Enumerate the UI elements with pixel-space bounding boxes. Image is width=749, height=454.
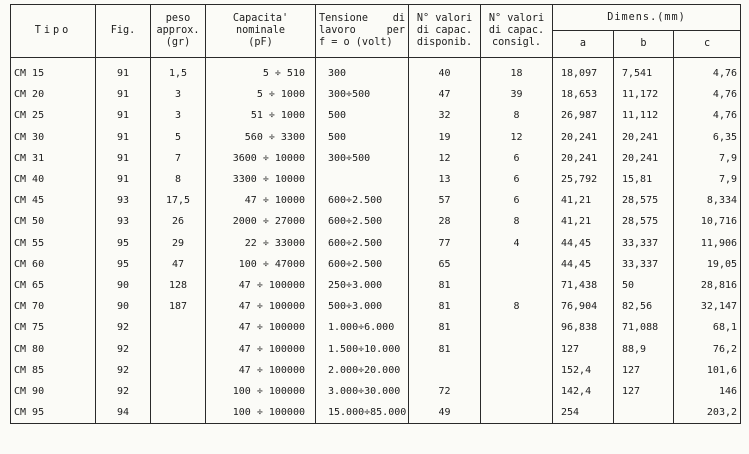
cell-dim-c: 101,6 [674, 360, 741, 381]
cell-dim-a: 76,904 [553, 296, 614, 317]
cell-capacita: 100 ÷ 100000 [206, 402, 316, 424]
cell-capacita: 47 ÷ 100000 [206, 296, 316, 317]
cell-tensione: 1.000÷6.000 [316, 317, 409, 338]
cell-tipo: CM 50 [11, 211, 96, 232]
cell-tipo: CM 31 [11, 148, 96, 169]
cell-n-consigl [481, 381, 553, 402]
cell-fig: 92 [96, 360, 151, 381]
cell-capacita: 47 ÷ 100000 [206, 360, 316, 381]
cell-dim-b: 33,337 [614, 254, 674, 275]
cell-fig: 90 [96, 275, 151, 296]
cell-tensione: 2.000÷20.000 [316, 360, 409, 381]
cell-dim-a: 254 [553, 402, 614, 424]
cell-dim-b: 11,112 [614, 105, 674, 126]
header-disp-line3: disponib. [416, 37, 473, 48]
header-peso-line1: peso [165, 13, 191, 24]
cell-n-consigl [481, 254, 553, 275]
cell-tipo: CM 70 [11, 296, 96, 317]
cell-tipo: CM 55 [11, 233, 96, 254]
cell-fig: 92 [96, 381, 151, 402]
header-tensione-word4: per [386, 25, 405, 36]
cell-dim-b: 50 [614, 275, 674, 296]
cell-dim-b: 88,9 [614, 338, 674, 359]
cell-tensione: 1.500÷10.000 [316, 338, 409, 359]
cell-dim-b: 28,575 [614, 211, 674, 232]
cell-dim-c: 68,1 [674, 317, 741, 338]
cell-capacita: 3600 ÷ 10000 [206, 148, 316, 169]
cell-peso: 26 [151, 211, 206, 232]
cell-tipo: CM 30 [11, 127, 96, 148]
cell-n-consigl: 8 [481, 296, 553, 317]
cell-n-disponib: 40 [409, 58, 481, 85]
table-row [11, 211, 741, 232]
header-tensione-line3: f = o (volt) [319, 37, 393, 48]
cell-peso [151, 381, 206, 402]
cell-capacita: 47 ÷ 100000 [206, 338, 316, 359]
cell-n-consigl: 18 [481, 58, 553, 85]
cell-tensione: 300÷500 [316, 84, 409, 105]
cell-dim-b [614, 402, 674, 424]
cell-n-disponib: 28 [409, 211, 481, 232]
cell-dim-a: 41,21 [553, 190, 614, 211]
cell-tipo: CM 20 [11, 84, 96, 105]
cell-tipo: CM 65 [11, 275, 96, 296]
cell-dim-b: 20,241 [614, 148, 674, 169]
cell-capacita: 51 ÷ 1000 [206, 105, 316, 126]
cell-fig: 93 [96, 211, 151, 232]
cell-n-disponib [409, 360, 481, 381]
cell-dim-c: 19,05 [674, 254, 741, 275]
cell-dim-b: 71,088 [614, 317, 674, 338]
cell-tipo: CM 15 [11, 58, 96, 85]
header-cons-line2: di capac. [488, 25, 545, 36]
cell-dim-c: 6,35 [674, 127, 741, 148]
cell-dim-a: 25,792 [553, 169, 614, 190]
cell-n-disponib: 72 [409, 381, 481, 402]
cell-tipo: CM 40 [11, 169, 96, 190]
cell-dim-c: 8,334 [674, 190, 741, 211]
cell-dim-b: 127 [614, 381, 674, 402]
header-dim-a: a [553, 31, 614, 58]
cell-fig: 91 [96, 127, 151, 148]
header-fig: Fig. [96, 5, 151, 58]
cell-dim-c: 146 [674, 381, 741, 402]
cell-tensione: 300 [316, 58, 409, 85]
table-body [11, 58, 741, 424]
header-dim-b: b [614, 31, 674, 58]
cell-fig: 90 [96, 296, 151, 317]
cell-fig: 91 [96, 84, 151, 105]
cell-dim-c: 4,76 [674, 105, 741, 126]
cell-fig: 93 [96, 190, 151, 211]
cell-tensione: 15.000÷85.000 [316, 402, 409, 424]
cell-capacita: 5 ÷ 1000 [206, 84, 316, 105]
cell-dim-b: 33,337 [614, 233, 674, 254]
cell-peso [151, 338, 206, 359]
cell-dim-a: 18,653 [553, 84, 614, 105]
cell-dim-b: 11,172 [614, 84, 674, 105]
cell-dim-a: 20,241 [553, 127, 614, 148]
cell-dim-b: 15,81 [614, 169, 674, 190]
table-row [11, 402, 741, 424]
header-n-valori-consigl [481, 5, 553, 58]
cell-dim-c: 32,147 [674, 296, 741, 317]
cell-capacita: 100 ÷ 100000 [206, 381, 316, 402]
cell-capacita: 560 ÷ 3300 [206, 127, 316, 148]
cell-capacita: 3300 ÷ 10000 [206, 169, 316, 190]
cell-capacita: 100 ÷ 47000 [206, 254, 316, 275]
cell-capacita: 47 ÷ 100000 [206, 275, 316, 296]
cell-capacita: 2000 ÷ 27000 [206, 211, 316, 232]
cell-capacita: 47 ÷ 10000 [206, 190, 316, 211]
header-dimens: Dimens.(mm) [553, 5, 741, 31]
cell-n-disponib: 81 [409, 275, 481, 296]
cell-n-disponib: 81 [409, 338, 481, 359]
header-tensione-word3: lavoro [319, 25, 356, 36]
cell-dim-c: 76,2 [674, 338, 741, 359]
cell-tipo: CM 90 [11, 381, 96, 402]
cell-n-consigl [481, 275, 553, 296]
cell-n-disponib: 57 [409, 190, 481, 211]
cell-dim-c: 10,716 [674, 211, 741, 232]
header-tipo: Tipo [11, 5, 96, 58]
header-disp-line2: di capac. [416, 25, 473, 36]
cell-capacita: 22 ÷ 33000 [206, 233, 316, 254]
cell-dim-c: 11,906 [674, 233, 741, 254]
cell-fig: 92 [96, 317, 151, 338]
table-row [11, 254, 741, 275]
cell-n-consigl [481, 402, 553, 424]
cell-peso: 29 [151, 233, 206, 254]
table-row [11, 275, 741, 296]
cell-n-disponib: 13 [409, 169, 481, 190]
cell-fig: 95 [96, 233, 151, 254]
header-tensione-word1: Tensione [319, 13, 369, 24]
cell-tensione: 3.000÷30.000 [316, 381, 409, 402]
header-peso-line2: approx. [156, 25, 200, 36]
table-row [11, 169, 741, 190]
cell-n-consigl [481, 338, 553, 359]
cell-dim-a: 44,45 [553, 254, 614, 275]
cell-peso: 1,5 [151, 58, 206, 85]
cell-tipo: CM 75 [11, 317, 96, 338]
header-cons-line3: consigl. [491, 37, 542, 48]
cell-dim-b: 82,56 [614, 296, 674, 317]
table-row [11, 233, 741, 254]
cell-tensione [316, 169, 409, 190]
header-capacita-line1: Capacita' [232, 13, 289, 24]
cell-peso: 5 [151, 127, 206, 148]
cell-n-disponib: 77 [409, 233, 481, 254]
cell-dim-a: 142,4 [553, 381, 614, 402]
table-row [11, 148, 741, 169]
header-peso-line3: (gr) [165, 37, 191, 48]
cell-fig: 91 [96, 148, 151, 169]
cell-dim-a: 20,241 [553, 148, 614, 169]
cell-tipo: CM 80 [11, 338, 96, 359]
cell-dim-a: 127 [553, 338, 614, 359]
header-capacita-line2: nominale [235, 25, 286, 36]
header-dim-c: c [674, 31, 741, 58]
cell-dim-b: 7,541 [614, 58, 674, 85]
cell-n-consigl: 4 [481, 233, 553, 254]
cell-n-disponib: 12 [409, 148, 481, 169]
cell-peso [151, 402, 206, 424]
cell-tensione: 500 [316, 127, 409, 148]
cell-dim-c: 7,9 [674, 148, 741, 169]
cell-peso: 187 [151, 296, 206, 317]
cell-dim-c: 4,76 [674, 84, 741, 105]
cell-n-consigl [481, 360, 553, 381]
table-row [11, 127, 741, 148]
cell-tensione: 500÷3.000 [316, 296, 409, 317]
cell-peso: 47 [151, 254, 206, 275]
cell-tensione: 600÷2.500 [316, 254, 409, 275]
table-row [11, 338, 741, 359]
cell-peso [151, 317, 206, 338]
cell-n-disponib: 47 [409, 84, 481, 105]
table-row [11, 360, 741, 381]
cell-tipo: CM 60 [11, 254, 96, 275]
cell-n-disponib: 19 [409, 127, 481, 148]
cell-tipo: CM 45 [11, 190, 96, 211]
cell-n-consigl: 6 [481, 148, 553, 169]
table-row [11, 84, 741, 105]
cell-tensione: 300÷500 [316, 148, 409, 169]
cell-fig: 92 [96, 338, 151, 359]
cell-n-consigl: 6 [481, 169, 553, 190]
header-peso [151, 5, 206, 58]
cell-n-consigl: 8 [481, 105, 553, 126]
table-row [11, 296, 741, 317]
cell-dim-b: 20,241 [614, 127, 674, 148]
cell-dim-a: 71,438 [553, 275, 614, 296]
cell-n-disponib: 81 [409, 296, 481, 317]
cell-n-consigl: 6 [481, 190, 553, 211]
cell-fig: 91 [96, 58, 151, 85]
cell-n-consigl: 39 [481, 84, 553, 105]
cell-fig: 91 [96, 169, 151, 190]
cell-peso: 128 [151, 275, 206, 296]
header-n-valori-disponib [409, 5, 481, 58]
header-tensione-word2: di [392, 13, 405, 24]
cell-peso: 7 [151, 148, 206, 169]
cell-dim-c: 28,816 [674, 275, 741, 296]
cell-fig: 95 [96, 254, 151, 275]
cell-fig: 91 [96, 105, 151, 126]
cell-tensione: 500 [316, 105, 409, 126]
table-row [11, 381, 741, 402]
cell-dim-a: 41,21 [553, 211, 614, 232]
cell-dim-c: 203,2 [674, 402, 741, 424]
table-row [11, 105, 741, 126]
cell-capacita: 5 ÷ 510 [206, 58, 316, 85]
header-tensione [316, 5, 409, 58]
cell-peso: 3 [151, 84, 206, 105]
cell-peso [151, 360, 206, 381]
cell-tipo: CM 95 [11, 402, 96, 424]
cell-n-consigl: 8 [481, 211, 553, 232]
cell-n-consigl: 12 [481, 127, 553, 148]
cell-n-disponib: 81 [409, 317, 481, 338]
cell-dim-c: 4,76 [674, 58, 741, 85]
cell-fig: 94 [96, 402, 151, 424]
cell-n-disponib: 32 [409, 105, 481, 126]
cell-n-consigl [481, 317, 553, 338]
cell-peso: 3 [151, 105, 206, 126]
table-row [11, 190, 741, 211]
cell-n-disponib: 65 [409, 254, 481, 275]
cell-tipo: CM 25 [11, 105, 96, 126]
cell-peso: 8 [151, 169, 206, 190]
header-cons-line1: N° valori [488, 13, 545, 24]
cell-n-disponib: 49 [409, 402, 481, 424]
cell-tensione: 600÷2.500 [316, 233, 409, 254]
cell-dim-b: 127 [614, 360, 674, 381]
cell-peso: 17,5 [151, 190, 206, 211]
cell-dim-a: 44,45 [553, 233, 614, 254]
cell-capacita: 47 ÷ 100000 [206, 317, 316, 338]
cell-dim-b: 28,575 [614, 190, 674, 211]
cell-tensione: 600÷2.500 [316, 211, 409, 232]
cell-dim-a: 152,4 [553, 360, 614, 381]
cell-dim-a: 26,987 [553, 105, 614, 126]
cell-tensione: 600÷2.500 [316, 190, 409, 211]
cell-dim-c: 7,9 [674, 169, 741, 190]
capacitor-spec-table [10, 4, 741, 424]
header-disp-line1: N° valori [416, 13, 473, 24]
cell-dim-a: 96,838 [553, 317, 614, 338]
cell-tipo: CM 85 [11, 360, 96, 381]
table-row [11, 58, 741, 85]
cell-tensione: 250÷3.000 [316, 275, 409, 296]
header-capacita-line3: (pF) [248, 37, 273, 48]
table-row [11, 317, 741, 338]
header-capacita [206, 5, 316, 58]
cell-dim-a: 18,097 [553, 58, 614, 85]
